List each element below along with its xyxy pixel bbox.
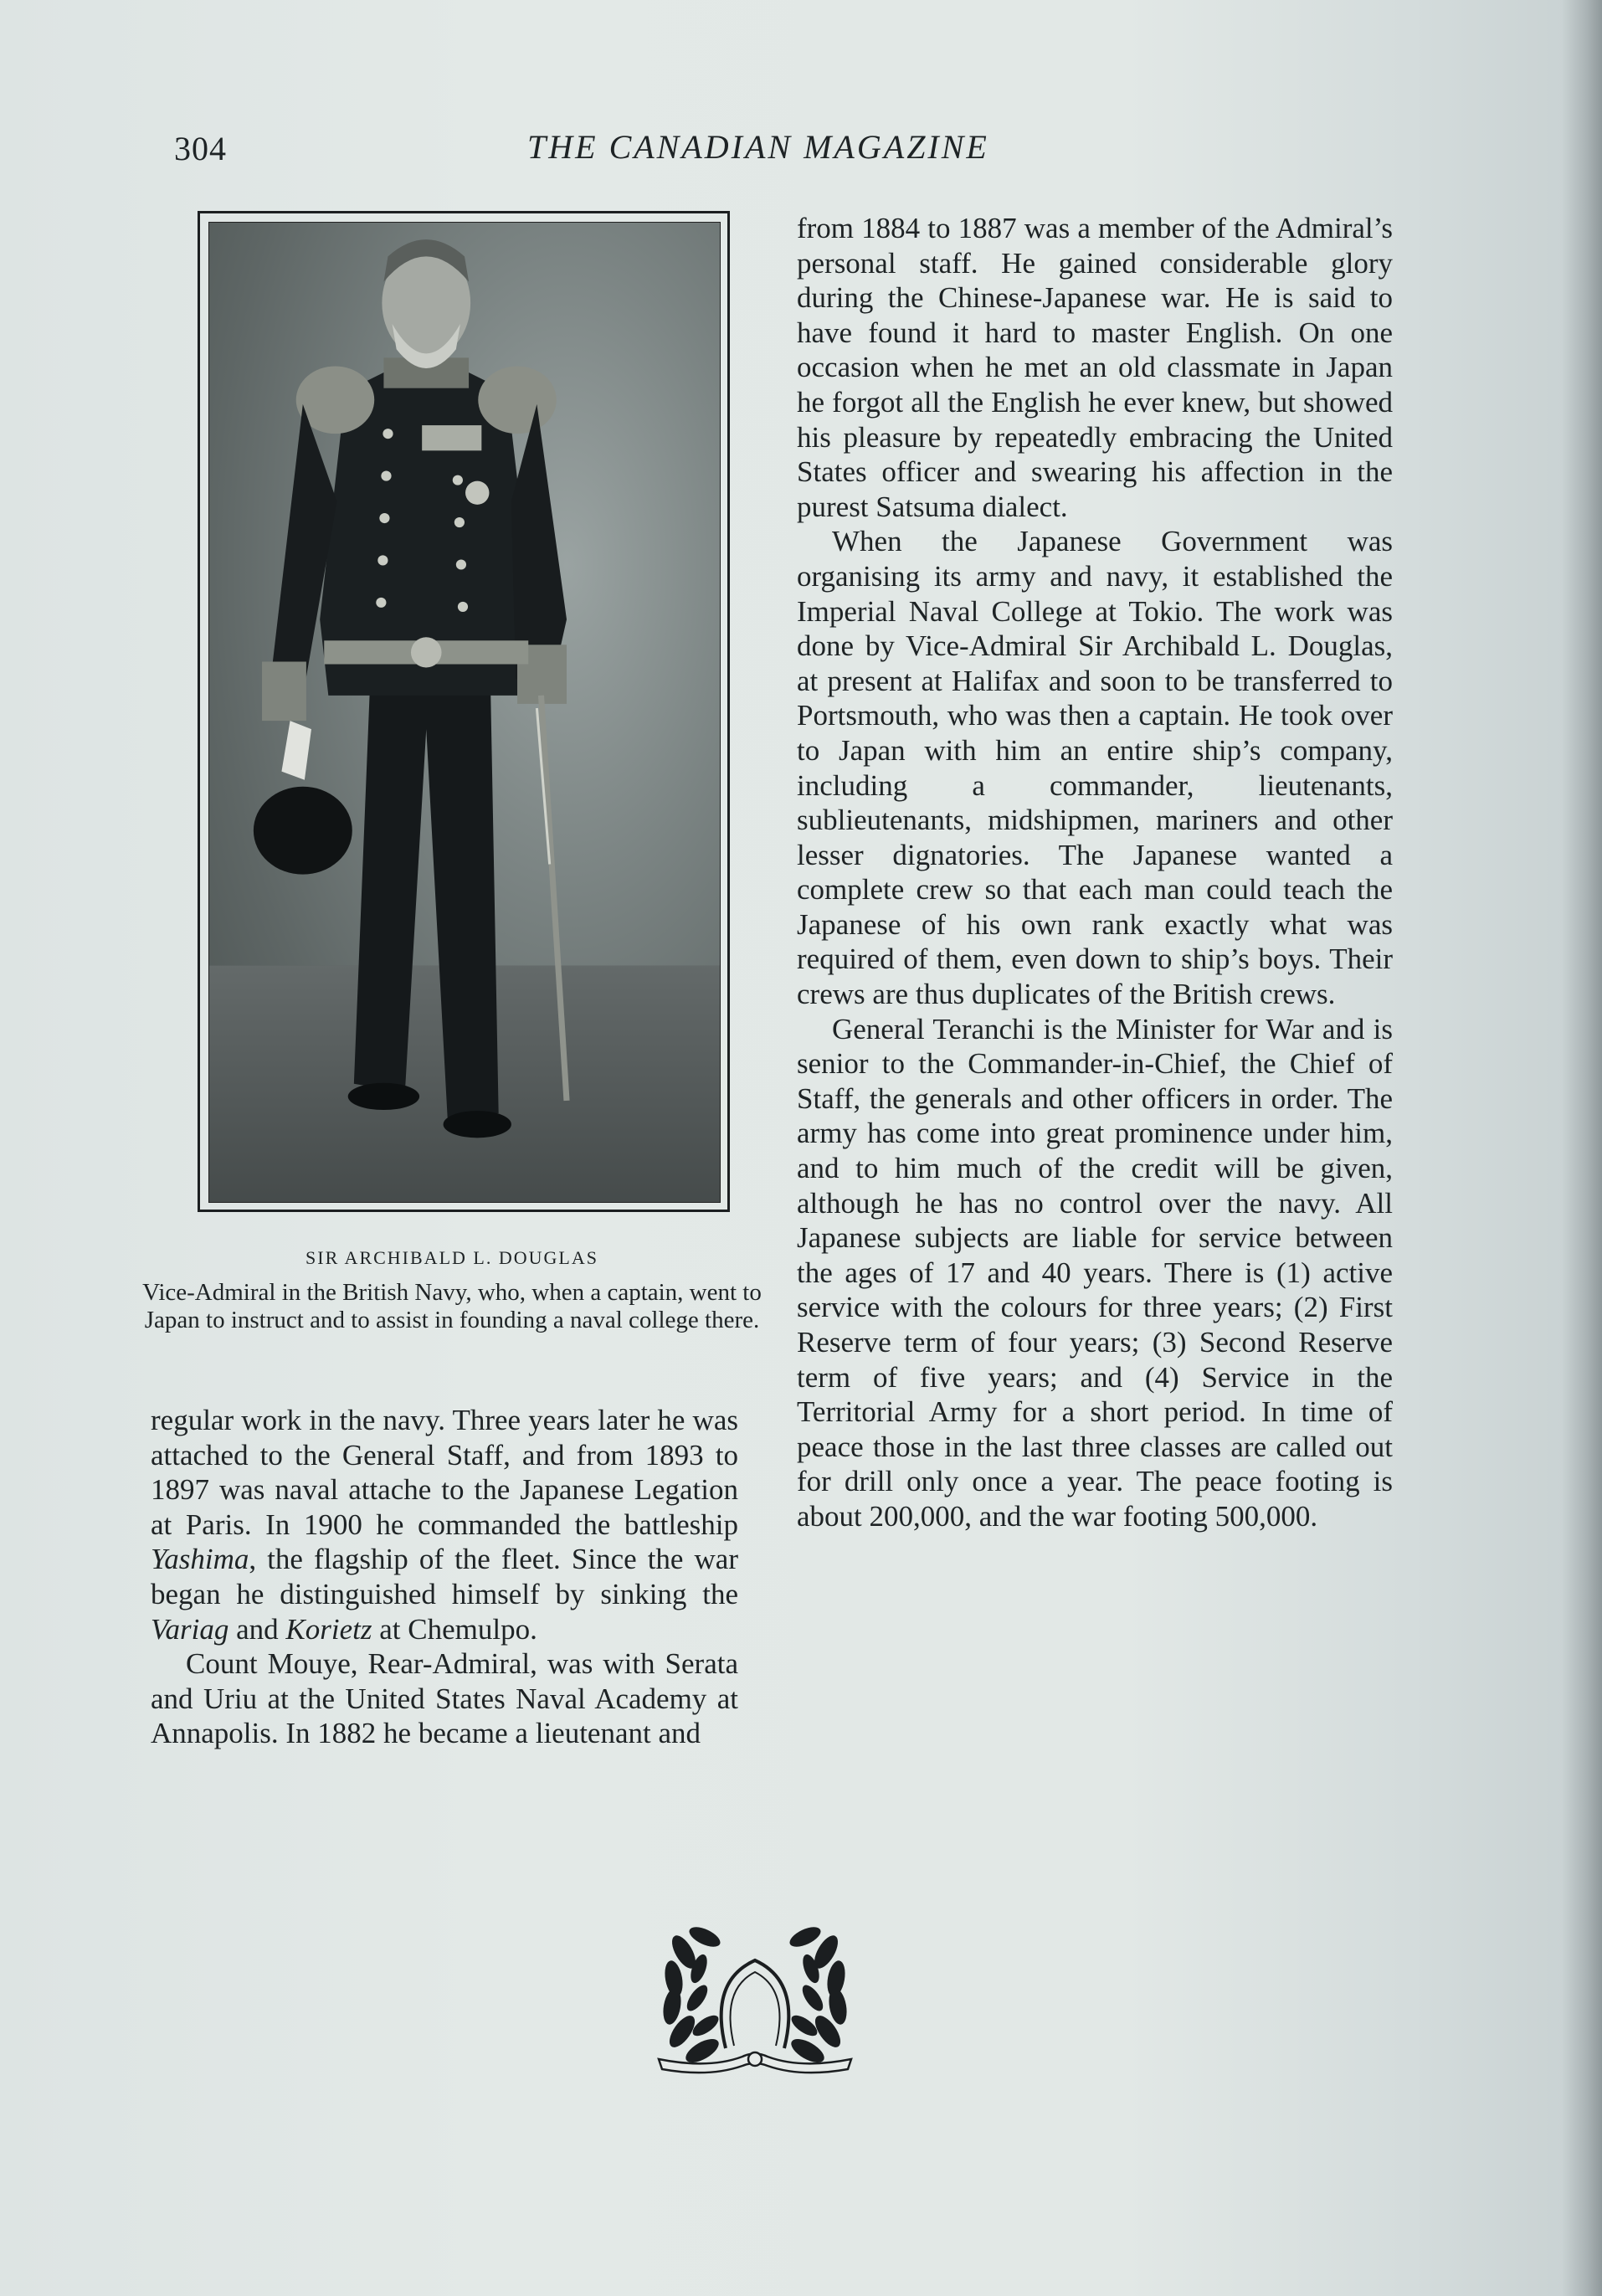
photo-caption-body: Vice-Admiral in the British Navy, who, when a captain, went to Japan to instruct and to assist in founding a naval college there. — [142, 1279, 762, 1333]
laurel-wreath-icon — [650, 1902, 860, 2086]
page-number: 304 — [174, 130, 227, 167]
right-paragraph-2: When the Japanese Government was organising its army and navy, it established the Imperial Naval College at Tokio. The work was done by Vice-Admiral Sir Archibald L. Douglas, at present at Halifax and soon to be transferred to Portsmouth, who was then a captain. He took over to Japan with him an entire ship’s company, including a commander, lieutenants, sublieutenants, midshipmen, mariners and other lesser dignatories. The Japanese wanted a complete crew so that each man could teach the Japanese of his own rank exactly what was required of them, even down to ship’s boys. Their crews are thus duplicates of the British crews. — [797, 525, 1393, 1011]
left-p1-and: and — [228, 1612, 286, 1646]
ship-name-korietz: Korietz — [285, 1612, 372, 1646]
ship-name-variag: Variag — [151, 1612, 229, 1646]
page-gutter-shadow — [1562, 0, 1602, 2296]
photo-frame — [198, 211, 730, 1212]
left-paragraph-1 — [151, 1403, 738, 1646]
left-p1-end: at Chemulpo. — [372, 1612, 537, 1646]
left-p1-mid: , the flagship of the fleet. Since the war began he distinguished himself by sinking the — [151, 1543, 738, 1610]
ship-name-yashima: Yashima — [151, 1543, 249, 1576]
right-paragraph-1: from 1884 to 1887 was a member of the Admiral’s personal staff. He gained considerable glory during the Chinese-Japanese war. He is said to have found it hard to master English. On one occasion when he met an old classmate in Japan he forgot all the English he ever knew, but showed his pleasure by repeatedly embracing the United States officer and swearing his affection in the purest Satsuma dialect. — [797, 212, 1393, 523]
left-column — [151, 1403, 738, 1751]
left-paragraph-2: Count Mouye, Rear-Admiral, was with Serata and Uriu at the United States Naval Academy at Annapolis. In 1882 he became a lieutenant and — [151, 1647, 738, 1750]
left-p1-text: regular work in the navy. Three years later he was attached to the General Staff, and from 1893 to 1897 was naval attache to the Japanese Legation at Paris. In 1900 he commanded the battleship — [151, 1404, 738, 1541]
photo-caption-title: SIR ARCHIBALD L. DOUGLAS — [306, 1247, 598, 1268]
right-paragraph-3: General Teranchi is the Minister for War and is senior to the Commander-in-Chief, the Chief of Staff, the generals and other officers in order. The army has come into great prominence under him, and to him much of the credit will be given, although he has no control over the navy. All Japanese subjects are liable for service between the ages of 17 and 40 years. There is (1) active service with the colours for three years; (2) First Reserve term of four years; (3) Second Reserve term of five years; and (4) Service in the Territorial Army for a short period. In time of peace those in the last three classes are called out for drill only once a year. The peace footing is about 200,000, and the war footing 500,000. — [797, 1012, 1393, 1533]
running-title: THE CANADIAN MAGAZINE — [527, 128, 989, 166]
portrait-illustration — [209, 223, 720, 1202]
right-column — [797, 211, 1393, 1534]
portrait-photo — [208, 222, 721, 1203]
